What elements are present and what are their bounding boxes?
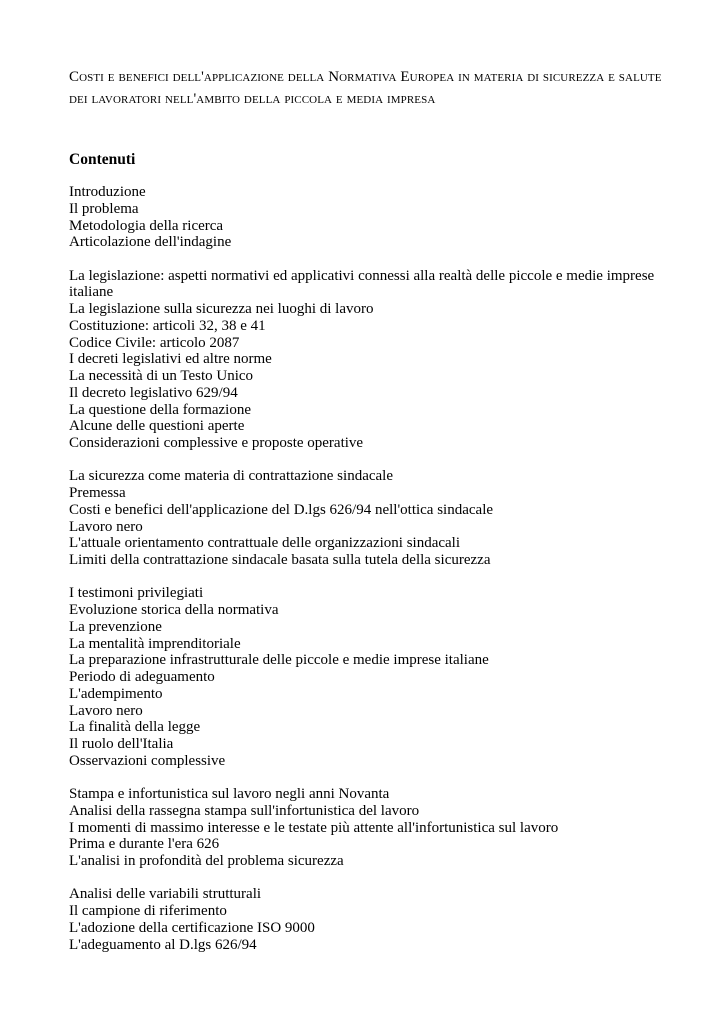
toc-entry: Alcune delle questioni aperte: [69, 418, 245, 435]
toc-entry: Analisi delle variabili strutturali: [69, 886, 262, 903]
toc-entry: La legislazione sulla sicurezza nei luoghi di lavoro: [69, 301, 374, 317]
toc-entry: Introduzione: [69, 184, 146, 200]
toc-entry: Costi e benefici dell'applicazione del D.lgs 626/94 nell'ottica sindacale: [69, 501, 494, 518]
toc-entry: Evoluzione storica della normativa: [69, 602, 279, 618]
toc-section: [69, 585, 669, 769]
toc-section: [69, 886, 669, 953]
toc-entry: L'adozione della certificazione ISO 9000: [69, 919, 315, 936]
toc-entry: I momenti di massimo interesse e le testate più attente all'infortunistica sul lavoro: [69, 819, 559, 836]
toc-entry: La sicurezza come materia di contrattazione sindacale: [69, 468, 393, 485]
toc-entry: La legislazione: aspetti normativi ed applicativi connessi alla realtà delle piccole e medie imprese italiane: [69, 267, 655, 301]
toc-entry: La mentalità imprenditoriale: [69, 635, 241, 652]
toc-entry: Limiti della contrattazione sindacale basata sulla tutela della sicurezza: [69, 552, 491, 568]
toc-entry: Articolazione dell'indagine: [69, 234, 232, 251]
toc-entry: L'adeguamento al D.lgs 626/94: [69, 936, 257, 953]
toc-entry: Considerazioni complessive e proposte operative: [69, 435, 364, 451]
contents-heading: Contenuti: [69, 151, 136, 168]
toc-entry: Premessa: [69, 485, 126, 501]
toc-entry: La preparazione infrastrutturale delle piccole e medie imprese italiane: [69, 652, 489, 669]
toc-entry: Il campione di riferimento: [69, 903, 227, 919]
toc-entry: Lavoro nero: [69, 518, 143, 535]
toc-entry: L'adempimento: [69, 685, 163, 702]
toc-section: [69, 468, 669, 569]
toc-section: [69, 786, 669, 870]
toc-entry: Metodologia della ricerca: [69, 217, 224, 234]
toc-entry: I testimoni privilegiati: [69, 585, 204, 602]
toc-entry: La finalità della legge: [69, 719, 201, 736]
toc-section: [69, 268, 669, 452]
toc-entry: Costituzione: articoli 32, 38 e 41: [69, 317, 266, 334]
toc-entry: Analisi della rassegna stampa sull'infortunistica del lavoro: [69, 802, 420, 819]
toc-section: [69, 184, 669, 251]
toc-entry: L'attuale orientamento contrattuale delle organizzazioni sindacali: [69, 535, 461, 552]
toc-entry: La necessità di un Testo Unico: [69, 368, 254, 384]
toc-entry: Prima e durante l'era 626: [69, 836, 220, 853]
toc-entry: La prevenzione: [69, 618, 162, 635]
toc-entry: Osservazioni complessive: [69, 752, 226, 769]
table-of-contents: [69, 184, 669, 953]
toc-entry: La questione della formazione: [69, 401, 252, 418]
toc-entry: I decreti legislativi ed altre norme: [69, 351, 272, 368]
toc-entry: Il problema: [69, 200, 139, 217]
toc-entry: L'analisi in profondità del problema sicurezza: [69, 853, 344, 869]
toc-entry: Il ruolo dell'Italia: [69, 736, 174, 752]
toc-entry: Codice Civile: articolo 2087: [69, 334, 240, 351]
document-page: [69, 66, 669, 953]
document-title: Costi e benefici dell'applicazione della Normativa Europea in materia di sicurezza e salute dei lavoratori nell'ambito della piccola e media impresa: [69, 69, 662, 107]
toc-entry: Periodo di adeguamento: [69, 669, 215, 685]
toc-entry: Lavoro nero: [69, 702, 143, 719]
toc-entry: Il decreto legislativo 629/94: [69, 384, 238, 401]
toc-entry: Stampa e infortunistica sul lavoro negli anni Novanta: [69, 786, 390, 802]
